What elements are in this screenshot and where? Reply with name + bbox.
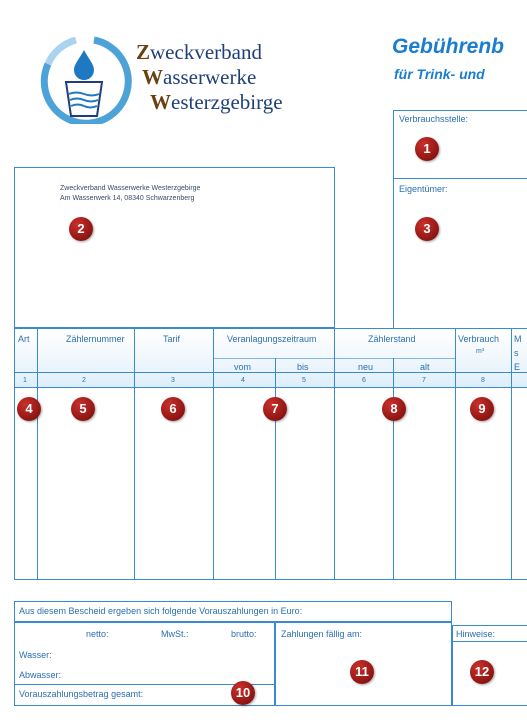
marker-10: 10 — [231, 681, 255, 705]
col-number: 6 — [362, 377, 366, 384]
document-subtitle: für Trink- und — [394, 66, 485, 82]
logo-name-line3: Westerzgebirge — [150, 90, 283, 114]
col-header-neu: neu — [358, 362, 374, 372]
hinweise-label: Hinweise: — [456, 629, 496, 639]
col-header-vom: vom — [234, 362, 252, 372]
col-header-tarif: Tarif — [163, 334, 181, 344]
col-header-verbrauch-unit: m³ — [476, 348, 485, 355]
col-header-veranlagungszeitraum: Veranlagungszeitraum — [227, 334, 317, 344]
logo-name-line2: Wasserwerke — [142, 65, 257, 89]
col-header-alt: alt — [420, 362, 430, 372]
marker-6: 6 — [161, 397, 185, 421]
col-header-verbrauch: Verbrauch — [458, 334, 500, 344]
marker-12: 12 — [470, 660, 494, 684]
col-number: 5 — [302, 377, 306, 384]
verbrauchsstelle-label: Verbrauchsstelle: — [399, 114, 469, 124]
netto-label: netto: — [86, 629, 109, 639]
mwst-label: MwSt.: — [161, 629, 189, 639]
abwasser-label: Abwasser: — [19, 670, 62, 680]
col-header-bis: bis — [297, 362, 309, 372]
col-number: 8 — [481, 377, 485, 384]
faellig-label: Zahlungen fällig am: — [281, 629, 363, 639]
wasser-label: Wasser: — [19, 650, 52, 660]
col-header-cut-mid: s — [514, 348, 519, 358]
col-header-zaehlerstand: Zählerstand — [368, 334, 416, 344]
col-header-cut-bot: E — [514, 362, 521, 372]
col-number: 3 — [171, 377, 175, 384]
document-title: Gebührenb — [392, 35, 505, 58]
water-drop-glass-icon — [36, 36, 132, 124]
sender-line-2: Am Wasserwerk 14, 08340 Schwarzenberg — [60, 195, 195, 202]
marker-11: 11 — [350, 660, 374, 684]
gesamt-label: Vorauszahlungsbetrag gesamt: — [19, 689, 144, 699]
marker-1: 1 — [415, 137, 439, 161]
brutto-label: brutto: — [231, 629, 257, 639]
prepayment-title: Aus diesem Bescheid ergeben sich folgende Vorauszahlungen in Euro: — [19, 606, 303, 616]
marker-2: 2 — [69, 217, 93, 241]
col-header-art: Art — [18, 334, 30, 344]
marker-7: 7 — [263, 397, 287, 421]
col-number: 7 — [422, 377, 426, 384]
marker-4: 4 — [17, 397, 41, 421]
eigentuemer-label: Eigentümer: — [399, 184, 448, 194]
marker-8: 8 — [382, 397, 406, 421]
marker-5: 5 — [71, 397, 95, 421]
sender-line-1: Zweckverband Wasserwerke Westerzgebirge — [60, 185, 201, 192]
marker-3: 3 — [415, 217, 439, 241]
col-number: 4 — [241, 377, 245, 384]
col-header-zaehlernummer: Zählernummer — [66, 334, 125, 344]
col-number: 1 — [23, 377, 27, 384]
logo-name-line1: Zweckverband — [136, 40, 262, 64]
col-number: 2 — [82, 377, 86, 384]
col-header-cut-top: M — [514, 334, 522, 344]
logo — [36, 36, 132, 124]
marker-9: 9 — [470, 397, 494, 421]
